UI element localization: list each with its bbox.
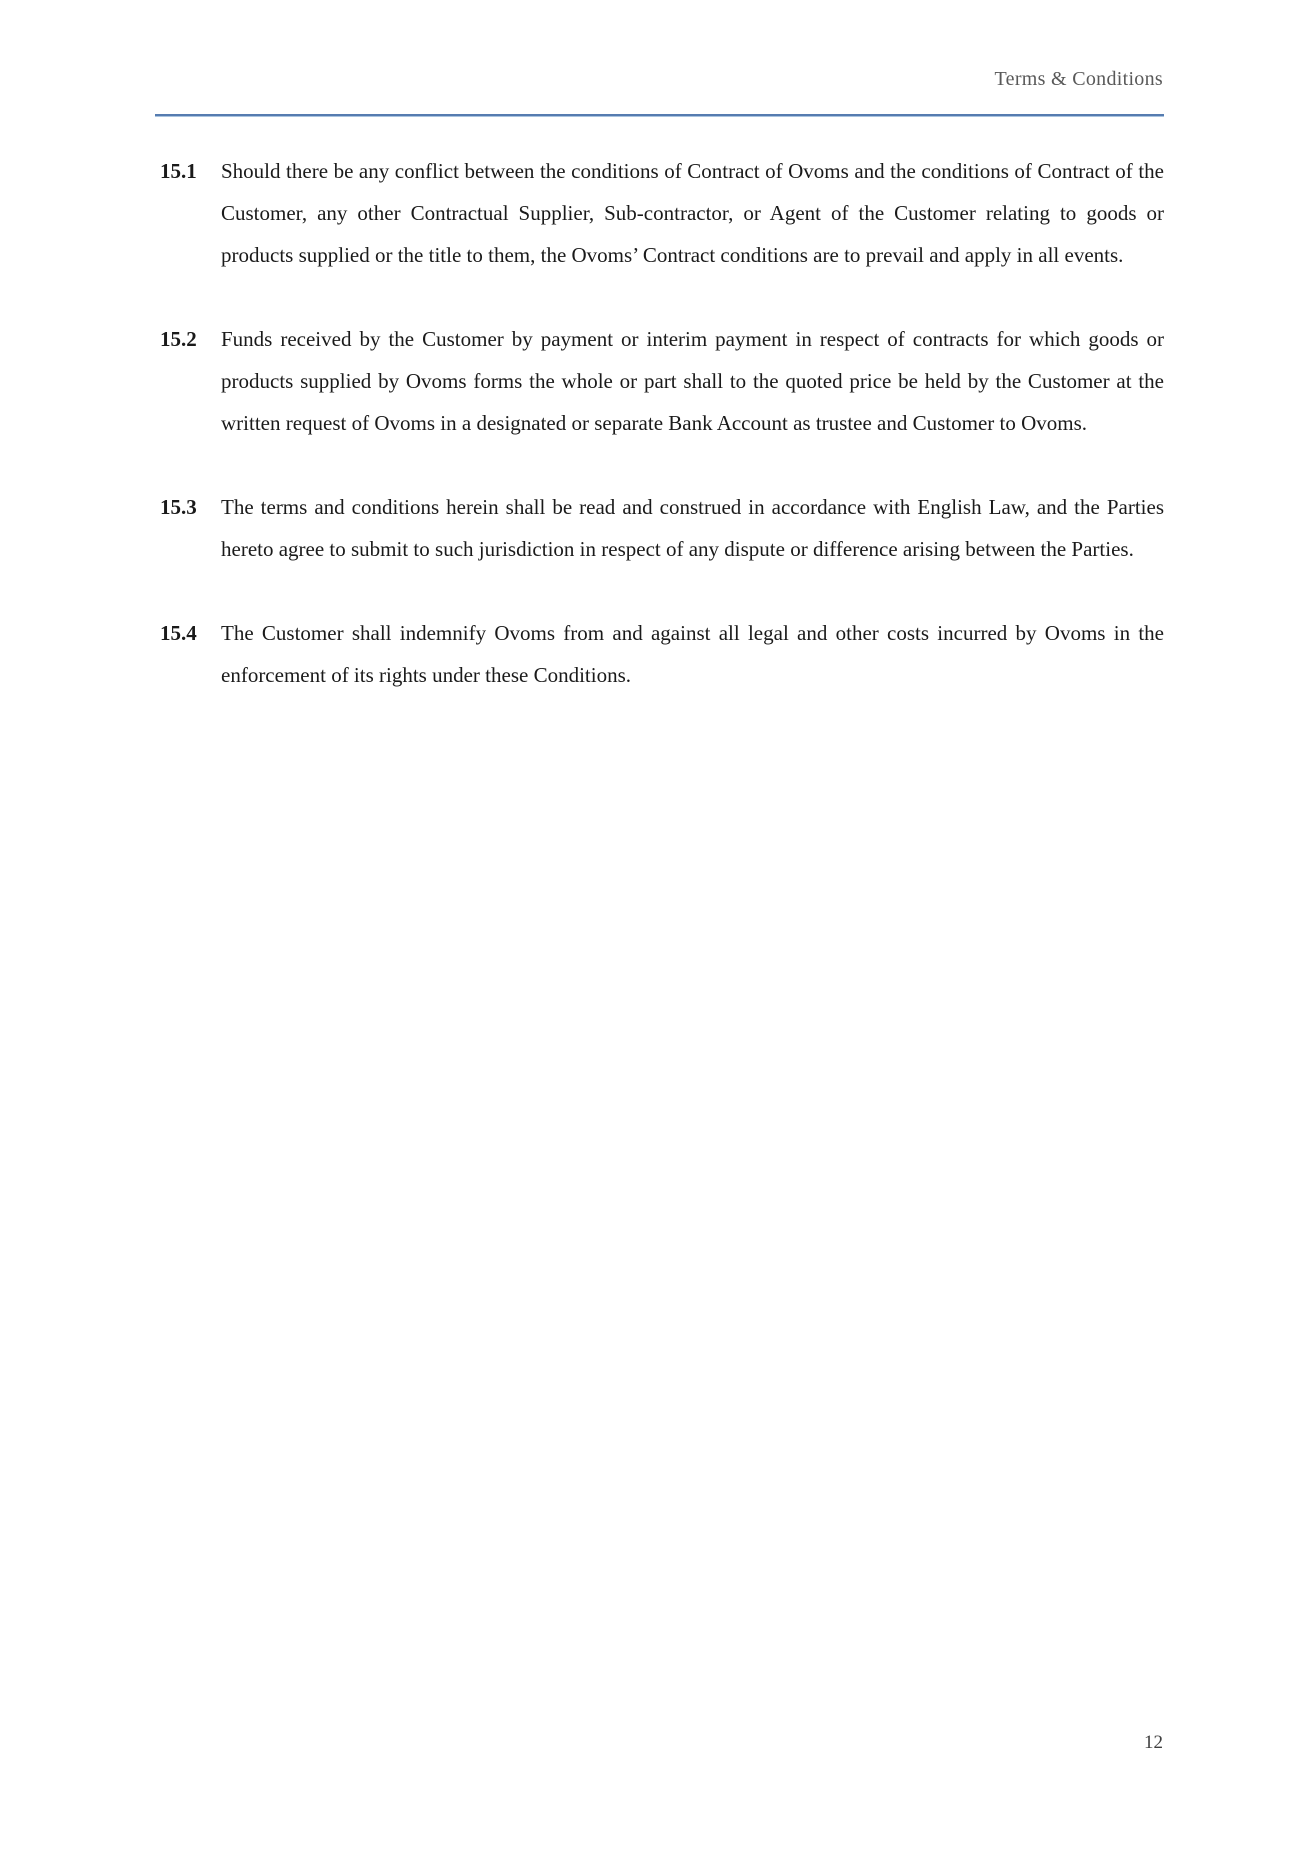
- header-title: Terms & Conditions: [994, 68, 1163, 90]
- clause-text: The Customer shall indemnify Ovoms from and against all legal and other costs incurred by Ovoms in the enforcement of its rights under these Conditions.: [221, 621, 1164, 687]
- clause-15-3: [160, 486, 1164, 570]
- clause-text: The terms and conditions herein shall be read and construed in accordance with English Law, and the Parties hereto agree to submit to such jurisdiction in respect of any dispute or difference arising between the Parties.: [221, 495, 1164, 561]
- clause-text: Funds received by the Customer by payment or interim payment in respect of contracts for which goods or products supplied by Ovoms forms the whole or part shall to the quoted price be held by the Customer at the written request of Ovoms in a designated or separate Bank Account as trustee and Customer to Ovoms.: [221, 327, 1164, 435]
- clause-15-4: [160, 612, 1164, 696]
- clause-number: 15.1: [160, 159, 197, 183]
- page-number: 12: [1144, 1732, 1163, 1753]
- clauses-section: [160, 150, 1164, 738]
- clause-number: 15.2: [160, 327, 197, 351]
- clause-text: Should there be any conflict between the conditions of Contract of Ovoms and the conditions of Contract of the Customer, any other Contractual Supplier, Sub-contractor, or Agent of the Customer relating to goods or products supplied or the title to them, the Ovoms’ Contract conditions are to prevail and apply in all events.: [221, 159, 1164, 267]
- clause-number: 15.3: [160, 495, 197, 519]
- header-divider: [155, 114, 1164, 117]
- clause-15-2: [160, 318, 1164, 444]
- clause-15-1: [160, 150, 1164, 276]
- clause-number: 15.4: [160, 621, 197, 645]
